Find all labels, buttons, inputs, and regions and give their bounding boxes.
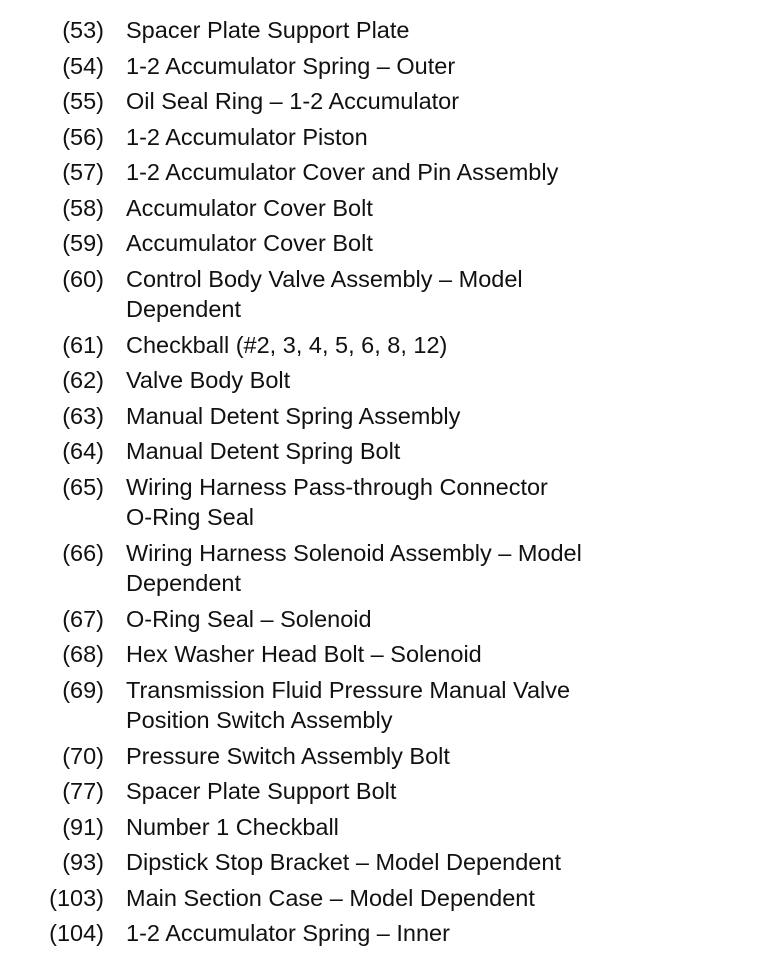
part-description-line: 1-2 Accumulator Piston — [126, 123, 368, 150]
part-description-line: Accumulator Cover Bolt — [126, 194, 373, 221]
part-description — [126, 193, 726, 224]
part-number: (67) — [62, 605, 104, 632]
part-description — [126, 228, 726, 259]
part-row — [0, 193, 768, 224]
part-number: (57) — [62, 159, 104, 185]
part-description-line: 1-2 Accumulator Spring – Inner — [126, 920, 450, 946]
part-row — [0, 883, 768, 914]
part-row — [0, 776, 768, 807]
part-row — [0, 51, 768, 82]
part-description — [126, 15, 726, 46]
part-row — [0, 330, 768, 361]
part-number: (69) — [62, 676, 104, 703]
part-row — [0, 741, 768, 772]
part-row — [0, 847, 768, 878]
part-description — [126, 51, 726, 82]
part-description-line: Manual Detent Spring Assembly — [126, 402, 461, 429]
part-description-line: Spacer Plate Support Plate — [126, 17, 410, 43]
part-number: (104) — [49, 920, 104, 946]
part-number: (54) — [62, 52, 104, 79]
part-description — [126, 883, 726, 914]
parts-legend-list — [0, 15, 768, 954]
part-number: (68) — [62, 641, 104, 667]
part-description-line: Wiring Harness Solenoid Assembly – Model — [126, 539, 582, 566]
part-description-line: Hex Washer Head Bolt – Solenoid — [126, 641, 482, 667]
part-description — [126, 122, 726, 153]
part-description-line: Dipstick Stop Bracket – Model Dependent — [126, 849, 561, 875]
part-number: (60) — [62, 265, 104, 292]
part-row — [0, 122, 768, 153]
part-description-line: Pressure Switch Assembly Bolt — [126, 742, 450, 769]
part-description-line: Checkball (#2, 3, 4, 5, 6, 8, 12) — [126, 331, 448, 358]
part-row — [0, 264, 768, 325]
part-row — [0, 675, 768, 736]
part-description-line: Position Switch Assembly — [126, 707, 393, 733]
part-number: (66) — [62, 539, 104, 566]
part-description-line: Oil Seal Ring – 1-2 Accumulator — [126, 88, 460, 114]
part-description — [126, 776, 726, 807]
part-description — [126, 741, 726, 772]
part-description-line: Dependent — [126, 570, 241, 596]
part-row — [0, 812, 768, 843]
part-description — [126, 436, 726, 467]
part-number: (63) — [62, 402, 104, 429]
part-number: (55) — [62, 88, 104, 114]
part-row — [0, 15, 768, 46]
part-row — [0, 436, 768, 467]
part-description-line: 1-2 Accumulator Spring – Outer — [126, 52, 456, 79]
part-row — [0, 401, 768, 432]
part-row — [0, 228, 768, 259]
part-description-line: Valve Body Bolt — [126, 367, 291, 393]
part-row — [0, 639, 768, 670]
part-number: (64) — [62, 438, 104, 464]
part-description-line: Control Body Valve Assembly – Model — [126, 265, 523, 292]
part-number: (65) — [62, 473, 104, 500]
part-description — [126, 639, 726, 670]
part-number: (77) — [62, 778, 104, 804]
part-description — [126, 847, 726, 878]
part-description-line: Dependent — [126, 296, 241, 322]
part-number: (70) — [62, 742, 104, 769]
part-number: (62) — [62, 367, 104, 393]
part-description-line: Manual Detent Spring Bolt — [126, 438, 401, 464]
part-description — [126, 675, 726, 736]
part-description-line: O-Ring Seal — [126, 504, 254, 530]
part-description — [126, 538, 726, 599]
part-description-line: Transmission Fluid Pressure Manual Valve — [126, 676, 571, 703]
part-description-line: O-Ring Seal – Solenoid — [126, 605, 372, 632]
part-number: (93) — [62, 849, 104, 875]
part-row — [0, 365, 768, 396]
part-description — [126, 86, 726, 117]
part-number: (53) — [62, 17, 104, 43]
part-row — [0, 538, 768, 599]
part-row — [0, 472, 768, 533]
part-row — [0, 604, 768, 635]
part-description — [126, 365, 726, 396]
part-description — [126, 604, 726, 635]
part-description — [126, 918, 726, 949]
part-row — [0, 157, 768, 188]
part-description-line: Wiring Harness Pass-through Connector — [126, 473, 548, 500]
part-number: (58) — [62, 194, 104, 221]
part-number: (56) — [62, 123, 104, 150]
part-row — [0, 86, 768, 117]
part-row — [0, 918, 768, 949]
part-number: (59) — [62, 230, 104, 256]
part-description — [126, 812, 726, 843]
part-description — [126, 157, 726, 188]
part-description-line: Number 1 Checkball — [126, 813, 339, 840]
part-description-line: 1-2 Accumulator Cover and Pin Assembly — [126, 159, 559, 185]
part-number: (91) — [62, 813, 104, 840]
part-description — [126, 401, 726, 432]
part-description — [126, 472, 726, 533]
part-description — [126, 264, 726, 325]
part-description-line: Spacer Plate Support Bolt — [126, 778, 397, 804]
part-description-line: Main Section Case – Model Dependent — [126, 884, 535, 911]
part-description-line: Accumulator Cover Bolt — [126, 230, 373, 256]
part-number: (103) — [49, 884, 104, 911]
part-description — [126, 330, 726, 361]
part-number: (61) — [62, 331, 104, 358]
